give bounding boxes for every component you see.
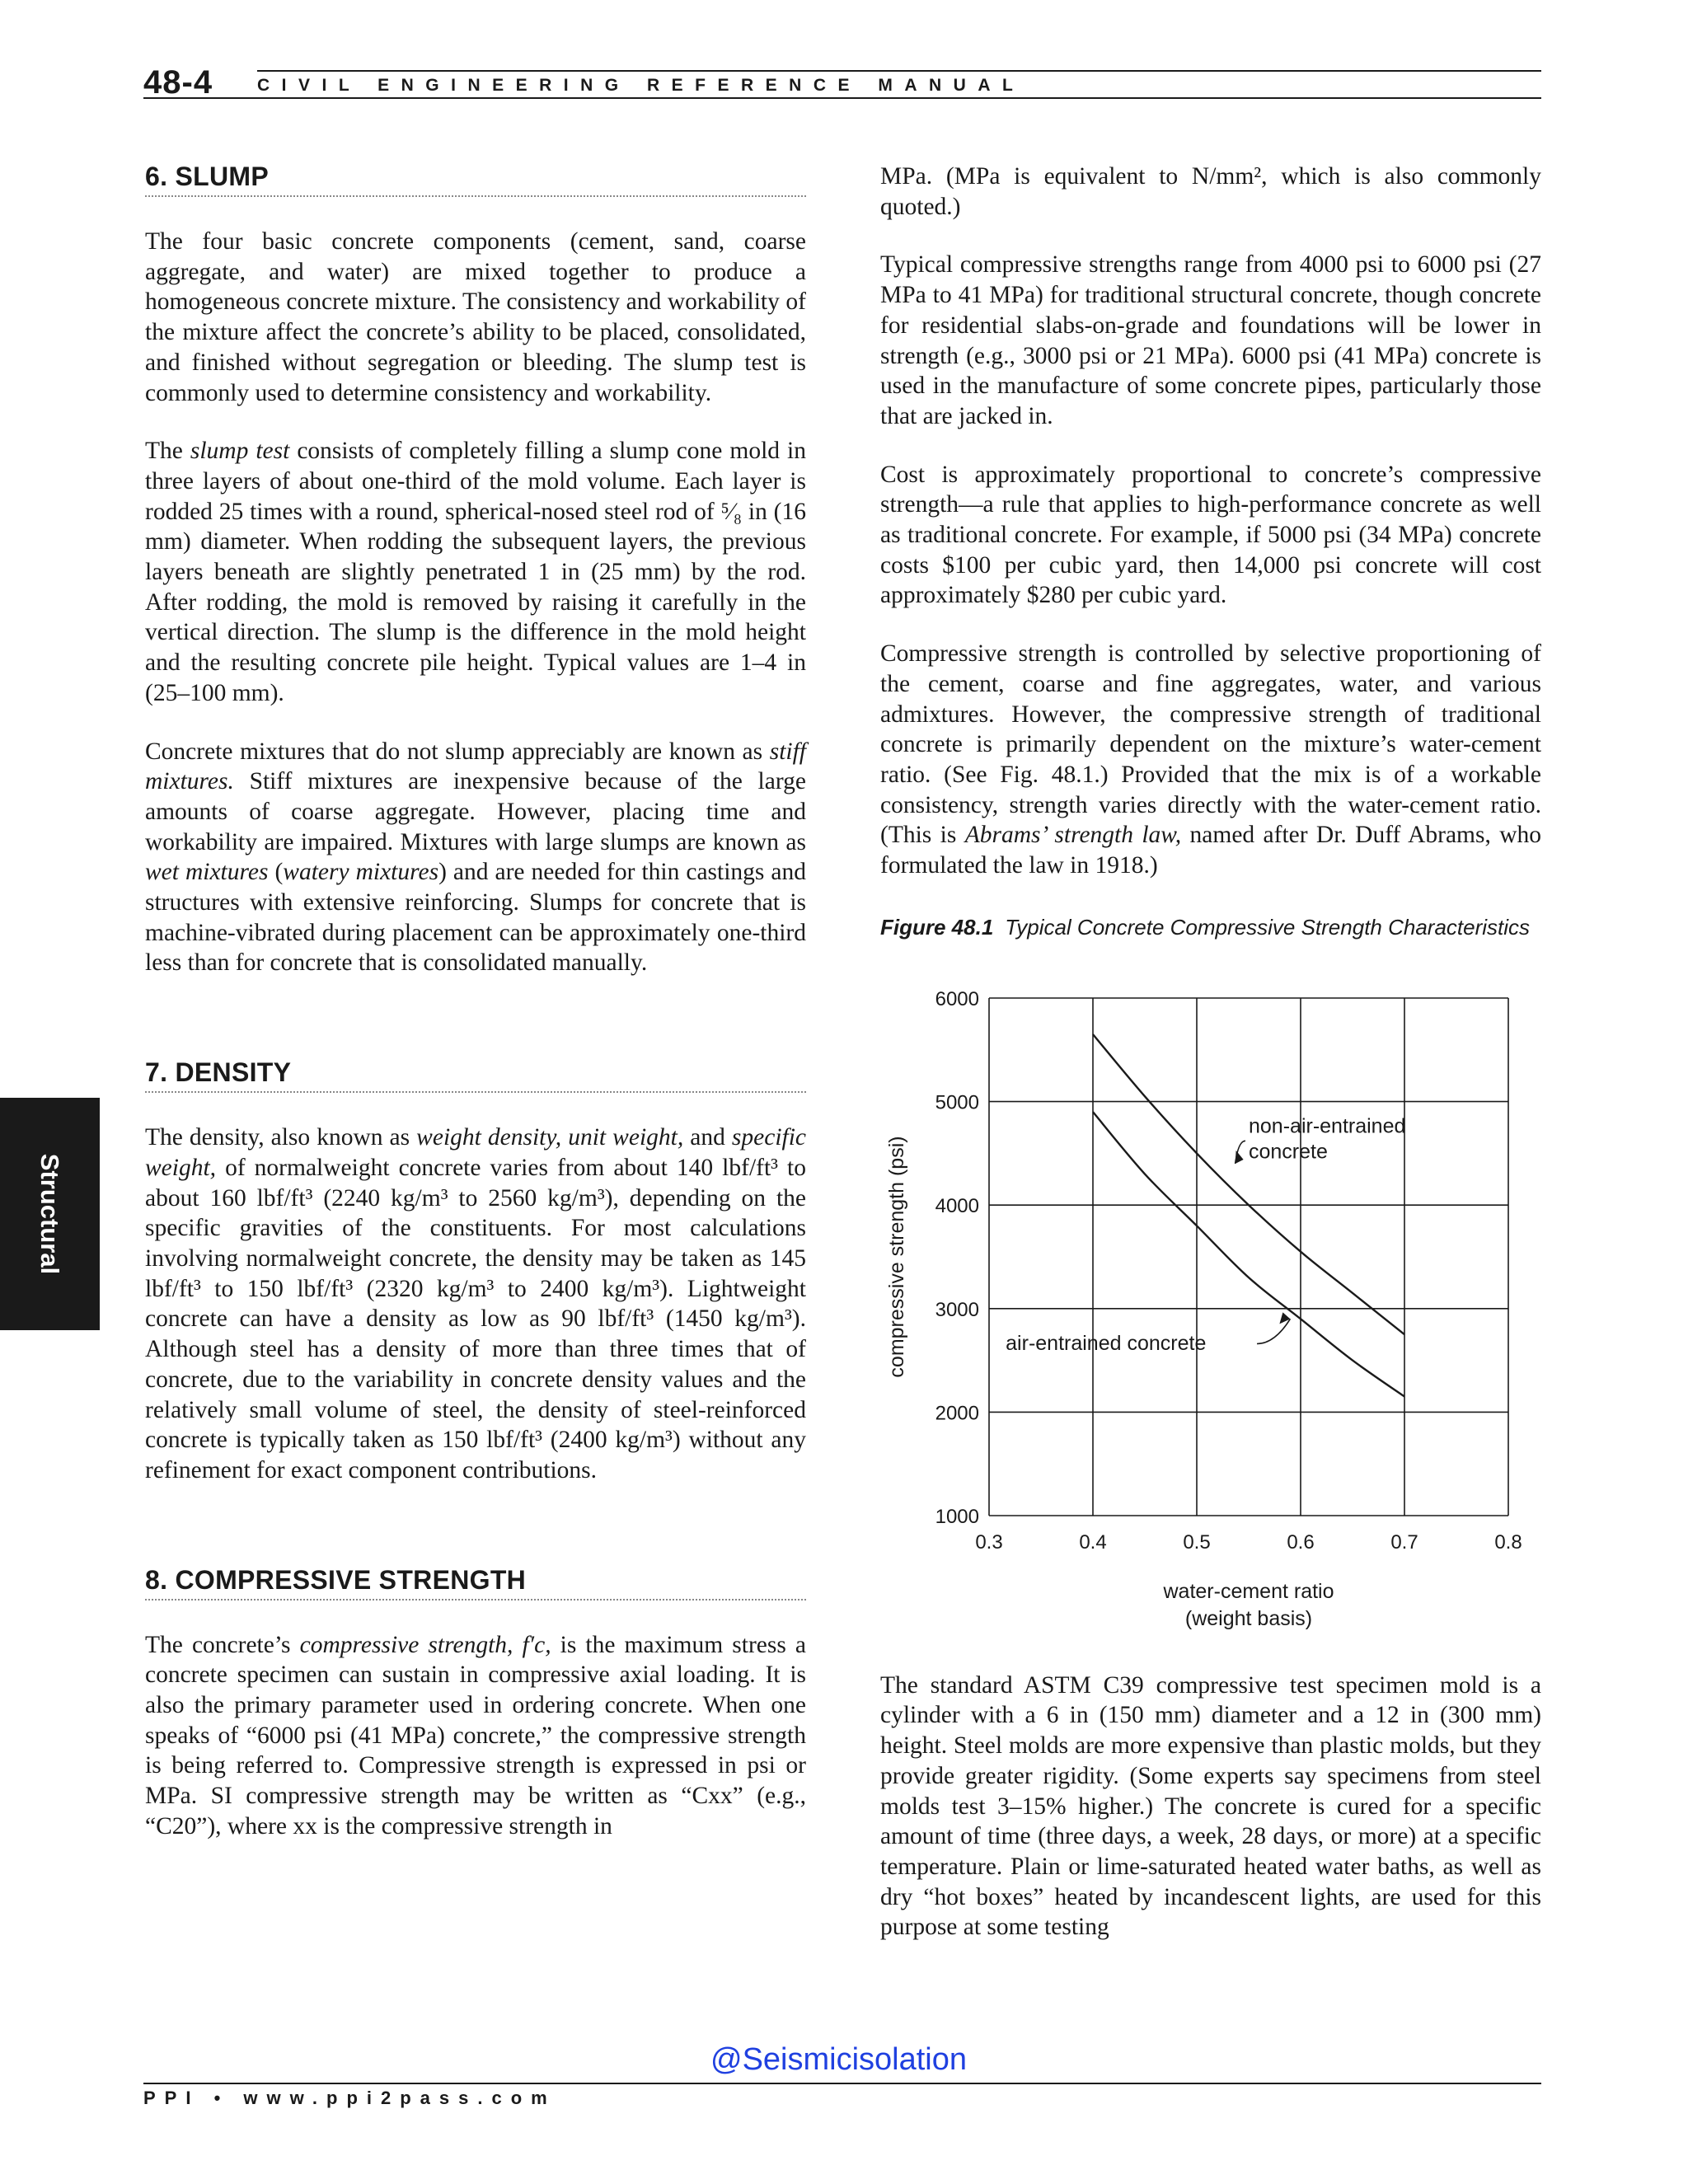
y-tick-label: 1000: [935, 1505, 979, 1528]
figure-number: Figure 48.1: [880, 914, 994, 940]
right-paragraph-2: Typical compressive strengths range from 4000 psi to 6000 psi (27 MPa to 41 MPa) for traditional structural concrete, though concrete for residential slabs-on-grade and foundations will be lower in strength (e.g., 3000 psi or 21 MPa). 6000 psi (41 MPa) concrete is used in the manufacture of some concrete pipes, particularly those that are jacked in.: [880, 251, 1541, 429]
leader-arrow-icon: [1236, 1151, 1244, 1164]
section-title-compressive-strength: 8. COMPRESSIVE STRENGTH: [145, 1565, 806, 1601]
header-rule-bottom: [143, 97, 1541, 99]
series-label-air-entrained: air-entrained concrete: [1006, 1331, 1207, 1355]
compressive-strength-chart: [880, 955, 1541, 1647]
series-line: [1093, 1034, 1404, 1334]
left-column: [145, 162, 806, 1842]
watermark: @Seismicisolation: [710, 2042, 968, 2077]
y-tick-label: 5000: [935, 1091, 979, 1114]
header-rule: [257, 70, 1541, 72]
slump-paragraph-2: The slump test consists of completely filling a slump cone mold in three layers of about one-third of the mold volume. Each layer is rodded 25 times with a round, spherical-nosed steel rod of ⁵⁄₈ in (16 mm) diameter. When rodding the subsequent layers, the previous layers beneath are slightly penetrated 1 in (25 mm) by the rod. After rodding, the mold is removed by raising it carefully in the vertical direction. The slump is the difference in the mold height and the resulting concrete pile height. Typical values are 1–4 in (25–100 mm).: [145, 438, 806, 706]
x-tick-label: 0.6: [1287, 1530, 1315, 1554]
x-tick-label: 0.3: [975, 1530, 1003, 1554]
y-tick-label: 3000: [935, 1298, 979, 1321]
x-tick-label: 0.4: [1079, 1530, 1107, 1554]
density-paragraph-1: The density, also known as weight density, unit weight, and specific weight, of normalweight concrete varies from about 140 lbf/ft³ to about 160 lbf/ft³ (2240 kg/m³ to 2560 kg/m³), depending on the specific gravities of the constituents. For most calculations involving normalweight concrete, the density may be taken as 145 lbf/ft³ to 150 lbf/ft³ (2320 kg/m³ to 2400 kg/m³). Lightweight concrete can have a density as low as 90 lbf/ft³ (1450 kg/m³). Although steel has a density of more than three times that of concrete, due to the variability in concrete density values and the relatively small volume of steel, the density of steel-reinforced concrete is typically taken as 150 lbf/ft³ (2400 kg/m³) without any refinement for exact component contributions.: [145, 1124, 807, 1483]
x-tick-label: 0.8: [1494, 1530, 1522, 1554]
running-head: CIVIL ENGINEERING REFERENCE MANUAL: [257, 76, 1025, 95]
compressive-paragraph-1: The concrete’s compressive strength, f′c, is the maximum stress a concrete specimen can sustain in compressive axial loading. It is also the primary parameter used in ordering concrete. When one speaks of “6000 psi (41 MPa) concrete,” the compressive strength is being referred to. Compressive strength is expressed in psi or MPa. SI compressive strength may be written as “Cxx” (e.g., “C20”), where xx is the compressive strength in: [145, 1631, 806, 1840]
y-axis-label: compressive strength (psi): [885, 1136, 908, 1378]
x-axis-label: water-cement ratio: [1163, 1579, 1334, 1603]
series-label-non-air-entrained-line2: concrete: [1249, 1140, 1328, 1164]
x-tick-label: 0.5: [1183, 1530, 1211, 1554]
figure-caption-text: Typical Concrete Compressive Strength Characteristics: [1005, 914, 1531, 940]
leader-line: [1257, 1319, 1290, 1343]
figure-caption: [880, 914, 1541, 940]
section-tab-label: Structural: [35, 1153, 64, 1275]
right-paragraph-1: MPa. (MPa is equivalent to N/mm², which is also commonly quoted.): [880, 163, 1541, 220]
slump-paragraph-1: The four basic concrete components (cement, sand, coarse aggregate, and water) are mixed together to produce a homogeneous concrete mixture. The consistency and workability of the mixture affect the concrete’s ability to be placed, consolidated, and finished without segregation or bleeding. The slump test is commonly used to determine consistency and workability.: [145, 228, 806, 406]
right-paragraph-3: Cost is approximately proportional to concrete’s compressive strength—a rule that applies to high-performance concrete as well as traditional concrete. For example, if 5000 psi (34 MPa) concrete costs $100 per cubic yard, then 14,000 psi concrete will cost approximately $280 per cubic yard.: [880, 461, 1541, 609]
x-axis-label-unit: (weight basis): [1184, 1606, 1313, 1630]
y-tick-label: 6000: [935, 987, 979, 1010]
section-title-density: 7. DENSITY: [145, 1057, 806, 1093]
series-label-non-air-entrained: non-air-entrained: [1249, 1114, 1406, 1138]
right-column: [880, 162, 1541, 1943]
page-number: 48-4: [143, 64, 213, 101]
footer-text: PPI • www.ppi2pass.com: [143, 2088, 556, 2108]
footer-rule: [143, 2083, 1541, 2084]
right-paragraph-4: Compressive strength is controlled by selective proportioning of the cement, coarse and fine aggregates, water, and various admixtures. However, the compressive strength of traditional concrete is primarily dependent on the mixture’s water-cement ratio. (See Fig. 48.1.) Provided that the mix is of a workable consistency, strength varies directly with the water-cement ratio. (This is Abrams’ strength law, named after Dr. Duff Abrams, who formulated the law in 1918.): [880, 640, 1542, 879]
right-paragraph-5: The standard ASTM C39 compressive test specimen mold is a cylinder with a 6 in (150 mm) diameter and a 12 in (300 mm) height. Steel molds are more expensive than plastic molds, but they provide greater rigidity. (Some experts say specimens from steel molds test 3–15% higher.) The concrete is cured for a specific amount of time (three days, a week, 28 days, or more) at a specific temperature. Plain or lime-saturated heated water baths, as well as dry “hot boxes” heated by incandescent lights, are used for this purpose at some testing: [880, 1671, 1541, 1941]
y-tick-label: 4000: [935, 1194, 979, 1217]
section-title-slump: 6. SLUMP: [145, 162, 806, 197]
x-tick-label: 0.7: [1390, 1530, 1418, 1554]
y-tick-label: 2000: [935, 1402, 979, 1425]
section-tab: [0, 1098, 100, 1330]
slump-paragraph-3: Concrete mixtures that do not slump appreciably are known as stiff mixtures. Stiff mixtures are inexpensive because of the large amounts of coarse aggregate. However, placing time and workability are impaired. Mixtures with large slumps are known as wet mixtures (watery mixtures) and are needed for thin castings and structures with extensive reinforcing. Slumps for concrete that is machine-vibrated during placement can be approximately one-third less than for concrete that is consolidated manually.: [145, 738, 806, 977]
chart-tick-labels: [935, 988, 1522, 1554]
chart-grid: [989, 998, 1508, 1516]
